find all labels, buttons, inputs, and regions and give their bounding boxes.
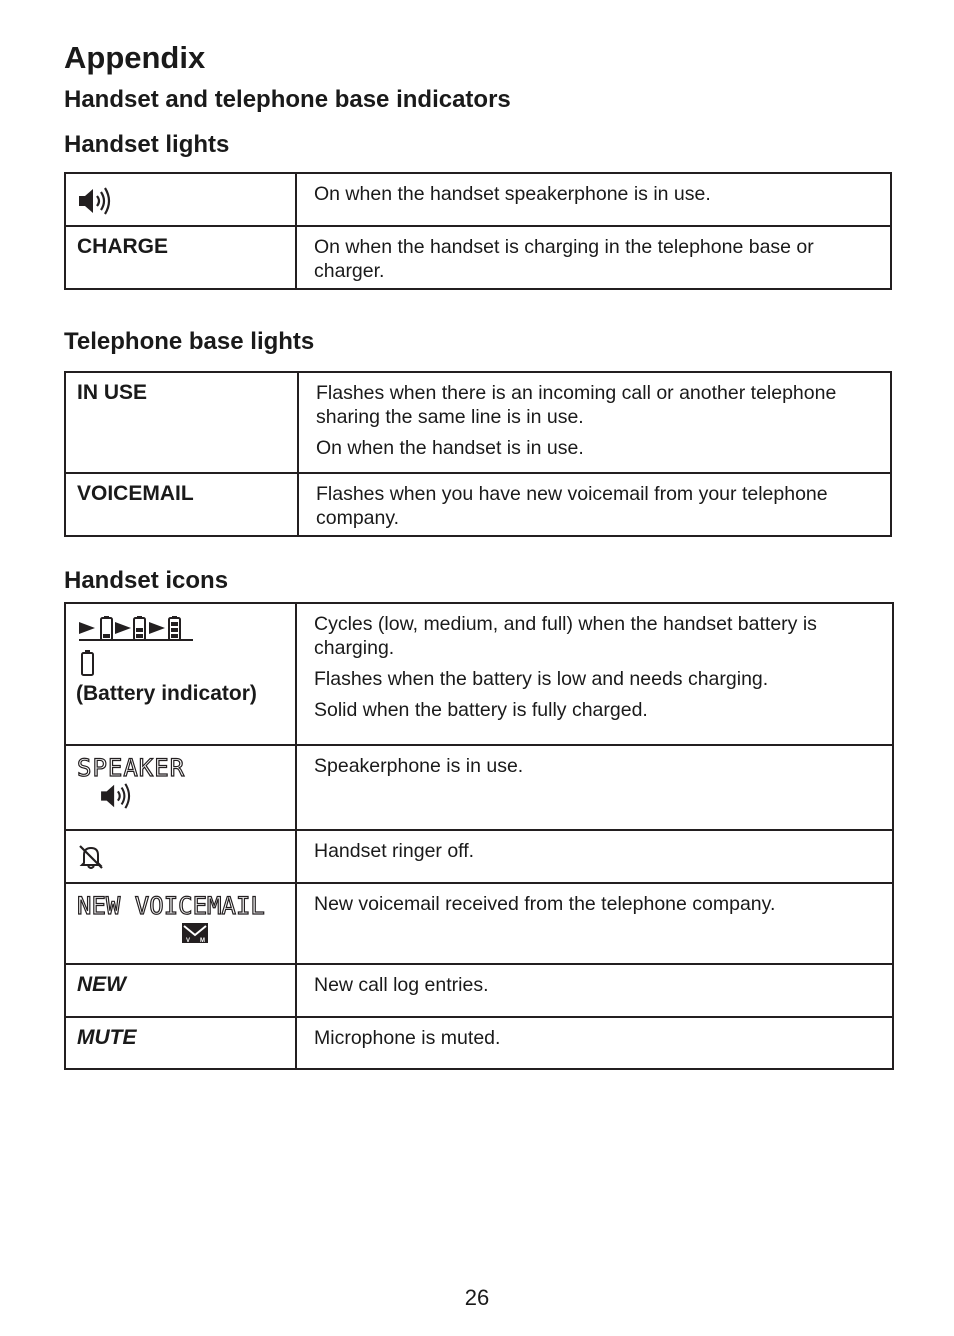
row-description bbox=[296, 603, 893, 745]
voicemail-envelope-icon bbox=[181, 922, 285, 950]
section-subtitle: Handset and telephone base indicators bbox=[64, 86, 511, 113]
ringer-off-icon bbox=[77, 853, 105, 876]
battery-low-icon bbox=[77, 648, 285, 682]
row-label: NEW bbox=[65, 964, 296, 1017]
row-description: Handset ringer off. bbox=[296, 830, 893, 883]
row-label: CHARGE bbox=[65, 226, 296, 289]
row-description: Microphone is muted. bbox=[296, 1017, 893, 1069]
desc-line: On when the handset is in use. bbox=[316, 437, 584, 459]
table-row bbox=[65, 745, 893, 830]
row-description: On when the handset speakerphone is in use. bbox=[296, 173, 891, 226]
table-row bbox=[65, 226, 891, 289]
battery-cycle-icon bbox=[77, 614, 285, 644]
row-label: VOICEMAIL bbox=[65, 473, 298, 536]
table-row bbox=[65, 883, 893, 964]
speakerphone-icon bbox=[99, 782, 285, 816]
battery-cell bbox=[65, 603, 296, 745]
desc-line: Flashes when there is an incoming call or another telephone sharing the same line is in use. bbox=[316, 382, 837, 428]
speaker-lcd-cell bbox=[65, 745, 296, 830]
row-description: New voicemail received from the telephone company. bbox=[296, 883, 893, 964]
desc-line: Flashes when the battery is low and needs charging. bbox=[314, 668, 769, 690]
ringer-off-cell bbox=[65, 830, 296, 883]
table-row bbox=[65, 830, 893, 883]
row-label: IN USE bbox=[65, 372, 298, 473]
row-description: Flashes when you have new voicemail from your telephone company. bbox=[298, 473, 891, 536]
row-description: New call log entries. bbox=[296, 964, 893, 1017]
desc-line: Solid when the battery is fully charged. bbox=[314, 699, 648, 721]
speakerphone-icon bbox=[77, 198, 113, 221]
svg-text:V: V bbox=[186, 938, 191, 944]
table-row bbox=[65, 372, 891, 473]
row-label: MUTE bbox=[65, 1017, 296, 1069]
base-lights-table bbox=[64, 371, 892, 537]
table-row bbox=[65, 473, 891, 536]
row-label: (Battery indicator) bbox=[76, 682, 257, 705]
table-row bbox=[65, 603, 893, 745]
table-row bbox=[65, 964, 893, 1017]
svg-text:M: M bbox=[200, 938, 205, 944]
table-row bbox=[65, 1017, 893, 1069]
desc-line: Cycles (low, medium, and full) when the handset battery is charging. bbox=[314, 613, 817, 659]
row-description: On when the handset is charging in the telephone base or charger. bbox=[296, 226, 891, 289]
row-description: Speakerphone is in use. bbox=[296, 745, 893, 830]
base-lights-heading: Telephone base lights bbox=[64, 328, 315, 355]
handset-icons-table bbox=[64, 602, 894, 1070]
handset-icons-heading: Handset icons bbox=[64, 567, 229, 594]
speaker-cell bbox=[65, 173, 296, 226]
handset-lights-heading: Handset lights bbox=[64, 131, 230, 158]
lcd-label: SPEAKER bbox=[77, 754, 186, 782]
table-row bbox=[65, 173, 891, 226]
handset-lights-table bbox=[64, 172, 892, 290]
row-description bbox=[298, 372, 891, 473]
lcd-label: NEW VOICEMAIL bbox=[77, 892, 265, 920]
page-title: Appendix bbox=[64, 40, 206, 75]
page-number: 26 bbox=[464, 1285, 490, 1310]
voicemail-lcd-cell bbox=[65, 883, 296, 964]
